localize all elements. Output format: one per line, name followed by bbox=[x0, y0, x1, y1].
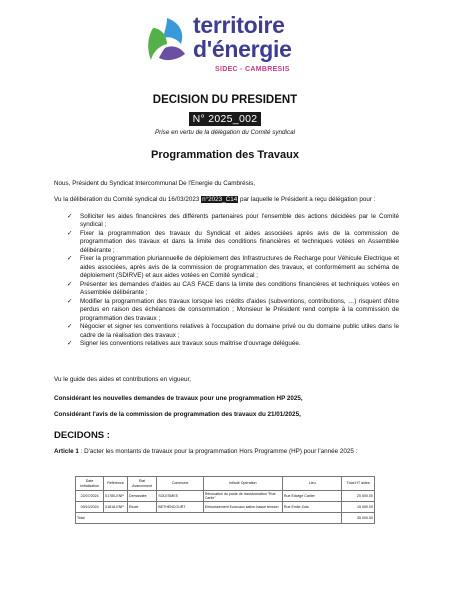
column-header: Intitulé Opération bbox=[203, 477, 282, 491]
table-cell: 09/10/2024 bbox=[76, 502, 104, 513]
article-1-paragraph bbox=[54, 448, 399, 456]
decision-number: N° 2025_002 bbox=[189, 112, 262, 126]
table-cell: BETHENCOURT bbox=[157, 502, 204, 513]
article-1-text: : D'acter les montants de travaux pour la programmation Hors Programme (HP) pour l'année 2025 : bbox=[78, 448, 358, 455]
considerant-2: Considérant l'avis de la commission de programmation des travaux du 21/01/2025, bbox=[54, 411, 301, 418]
table-cell: Rue Edwige Carlier bbox=[282, 491, 342, 502]
logo-line-1: territoire bbox=[193, 12, 285, 38]
table-cell: 01780-ENP bbox=[104, 491, 128, 502]
table-cell: Rénovation du poste de transformation "Rue Carlie" bbox=[203, 491, 282, 502]
table-row bbox=[76, 502, 375, 513]
vu-text-after: par laquelle le Président a reçu délégation pour : bbox=[238, 196, 376, 203]
logo-line-3: SIDEC - CAMBRESIS bbox=[215, 66, 290, 73]
table-cell: Etude bbox=[127, 502, 156, 513]
total-label: Total bbox=[76, 513, 342, 524]
table-header-row bbox=[76, 477, 375, 491]
list-item-text: Signer les conventions relatives aux travaux sous maîtrise d'ouvrage déléguée. bbox=[80, 340, 301, 348]
logo bbox=[145, 8, 305, 86]
article-1-label: Article 1 bbox=[54, 448, 79, 455]
works-table bbox=[75, 476, 375, 524]
intro-paragraph: Nous, Président du Syndicat Intercommunal De l'Energie du Cambrésis, bbox=[54, 180, 256, 187]
list-item bbox=[54, 255, 399, 280]
check-icon: ✓ bbox=[67, 323, 73, 331]
table-cell: 22/07/2024 bbox=[76, 491, 104, 502]
column-header: Référence bbox=[104, 477, 128, 491]
list-item bbox=[54, 213, 399, 230]
check-icon: ✓ bbox=[67, 230, 73, 238]
check-icon: ✓ bbox=[67, 280, 73, 288]
list-item-text: Présenter les demandes d'aides au CAS FACE dans la limite des conditions financières et techniques votées en Assemblée délibérante ; bbox=[80, 280, 399, 297]
check-icon: ✓ bbox=[67, 340, 73, 348]
vu-reference: n°2023_C14 bbox=[202, 196, 238, 203]
vu-guide-paragraph: Vu le guide des aides et contributions en vigueur, bbox=[54, 376, 191, 383]
table-cell: 15 000.00 bbox=[342, 502, 375, 513]
check-icon: ✓ bbox=[67, 213, 73, 220]
table-cell: Demandée bbox=[127, 491, 156, 502]
column-header: Commune bbox=[157, 477, 204, 491]
list-item bbox=[54, 298, 399, 323]
document-subject: Programmation des Travaux bbox=[151, 149, 299, 161]
column-header: Date Initialisation bbox=[76, 477, 104, 491]
table-total-row bbox=[76, 513, 375, 524]
logo-mark-icon bbox=[145, 16, 189, 64]
number-wrapper bbox=[0, 109, 450, 127]
list-item bbox=[54, 323, 399, 340]
decisions-heading: DECIDONS : bbox=[54, 430, 110, 441]
logo-line-2: d'énergie bbox=[193, 36, 292, 62]
list-item bbox=[54, 281, 399, 298]
list-item bbox=[54, 230, 399, 255]
document-title: DECISION DU PRESIDENT bbox=[152, 94, 298, 106]
vu-paragraph bbox=[54, 196, 399, 204]
table-cell: Enfouissement Eurovaux sation basse tension bbox=[203, 502, 282, 513]
list-item bbox=[54, 340, 399, 348]
list-item-text: Solliciter les aides financières des différents partenaires pour l'ensemble des actions décidées par le Comité syndical ; bbox=[80, 213, 399, 229]
list-item-text: Modifier la programmation des travaux lorsque les crédits d'aides (subventions, contributions, …) risquent d'être perdus en raison des échéances de consommation ; Monsieur le Président rend compte à la commission de programmation des travaux ; bbox=[80, 297, 399, 322]
delegation-line: Prise en vertu de la délégation du Comité syndical bbox=[154, 129, 295, 136]
table-row bbox=[76, 491, 375, 502]
list-item-text: Fixer la programmation pluriannuelle de déploiement des Infrastructures de Recharge pour Véhicule Electrique et aides associées, après avis de la commission de programmation des travaux, et conformément au schéma de déploiement (SDIRVE) et aux aides votées en Comité syndical ; bbox=[80, 255, 399, 280]
total-value: 35 000.00 bbox=[342, 513, 375, 524]
table-cell: 01818-ENP bbox=[104, 502, 128, 513]
delegation-list bbox=[54, 213, 399, 349]
column-header: Lieu bbox=[282, 477, 342, 491]
column-header: Total HT aides bbox=[342, 477, 375, 491]
list-item-text: Fixer la programmation des travaux du Syndicat et aides associées après avis de la commission de programmation des travaux et dans la limite des conditions financières et techniques votées en Assemblée délibérante ; bbox=[80, 230, 399, 254]
column-header: Etat Avancement bbox=[127, 477, 156, 491]
check-icon: ✓ bbox=[67, 255, 73, 263]
table-cell: Rue Emile Zola bbox=[282, 502, 342, 513]
table-cell: SOLESMES bbox=[157, 491, 204, 502]
check-icon: ✓ bbox=[67, 297, 73, 305]
table-cell: 20 000.00 bbox=[342, 491, 375, 502]
list-item-text: Négocier et signer les conventions relatives à l'occupation du domaine privé ou du domaine public utiles dans le cadre de la réalisation des travaux ; bbox=[80, 323, 399, 339]
considerant-1: Considérant les nouvelles demandes de travaux pour une programmation HP 2025, bbox=[54, 395, 303, 402]
vu-text-before: Vu la délibération du Comité syndical du 16/03/2023 bbox=[54, 196, 202, 203]
